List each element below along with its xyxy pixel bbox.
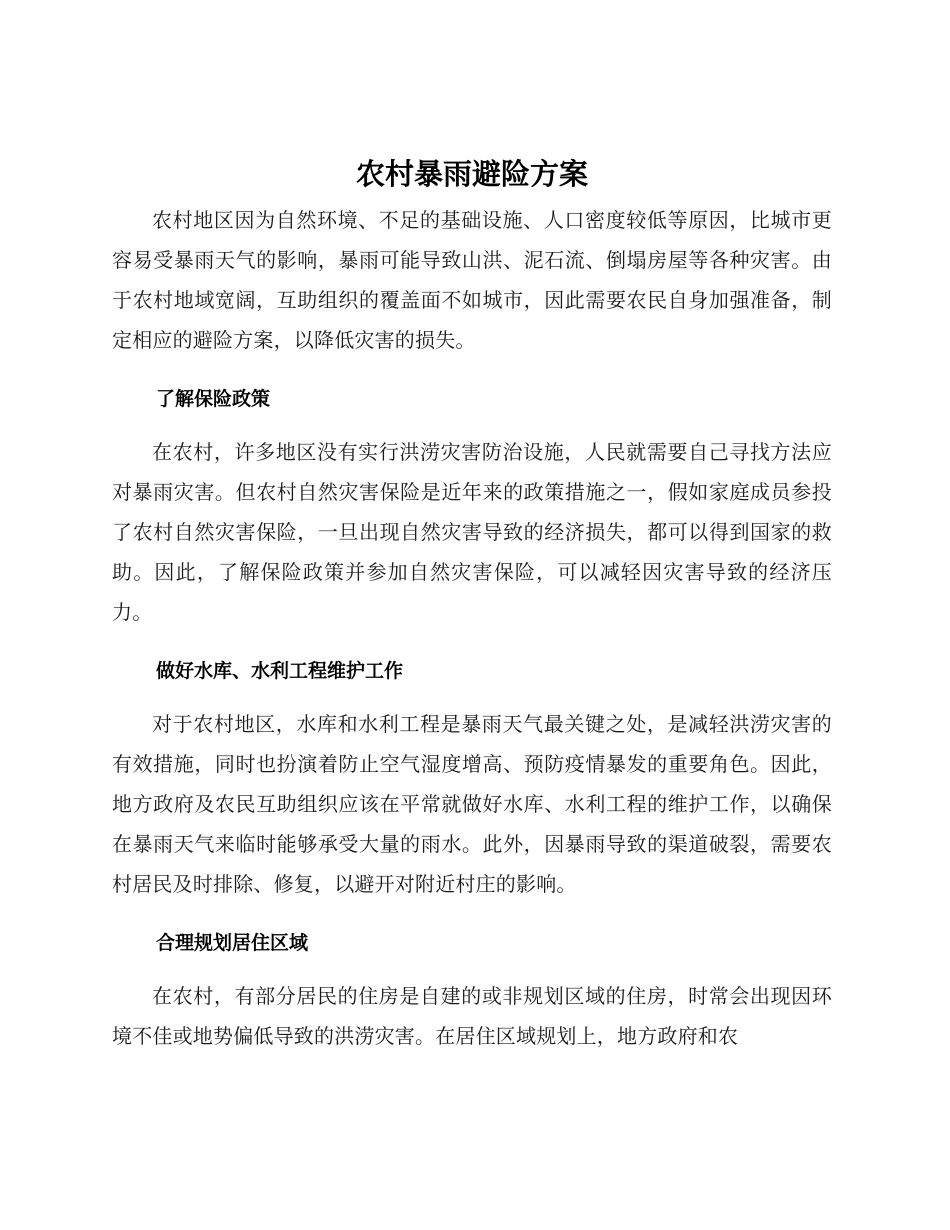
section-body-residential: 在农村，有部分居民的住房是自建的或非规划区域的住房，时常会出现因环境不佳或地势偏低导致的洪涝灾害。在居住区域规划上，地方政府和农 bbox=[112, 984, 832, 1048]
intro-paragraph: 农村地区因为自然环境、不足的基础设施、人口密度较低等原因，比城市更容易受暴雨天气的影响，暴雨可能导致山洪、泥石流、倒塌房屋等各种灾害。由于农村地域宽阔，互助组织的覆盖面不如城市，因此需要农民自身加强准备，制定相应的避险方案，以降低灾害的损失。 bbox=[112, 208, 832, 352]
document-title: 农村暴雨避险方案 bbox=[355, 157, 588, 191]
section-heading-residential: 合理规划居住区域 bbox=[156, 932, 309, 954]
section-heading-reservoir: 做好水库、水利工程维护工作 bbox=[156, 660, 404, 682]
section-body-insurance: 在农村，许多地区没有实行洪涝灾害防治设施，人民就需要自己寻找方法应对暴雨灾害。但农村自然灾害保险是近年来的政策措施之一，假如家庭成员参投了农村自然灾害保险，一旦出现自然灾害导致的经济损失，都可以得到国家的救助。因此，了解保险政策并参加自然灾害保险，可以减轻因灾害导致的经济压力。 bbox=[112, 440, 832, 624]
section-heading-insurance: 了解保险政策 bbox=[156, 388, 271, 410]
document-content bbox=[112, 148, 832, 1056]
section-body-reservoir: 对于农村地区，水库和水利工程是暴雨天气最关键之处，是减轻洪涝灾害的有效措施，同时也扮演着防止空气湿度增高、预防疫情暴发的重要角色。因此，地方政府及农民互助组织应该在平常就做好水库、水利工程的维护工作，以确保在暴雨天气来临时能够承受大量的雨水。此外，因暴雨导致的渠道破裂，需要农村居民及时排除、修复，以避开对附近村庄的影响。 bbox=[112, 712, 832, 896]
